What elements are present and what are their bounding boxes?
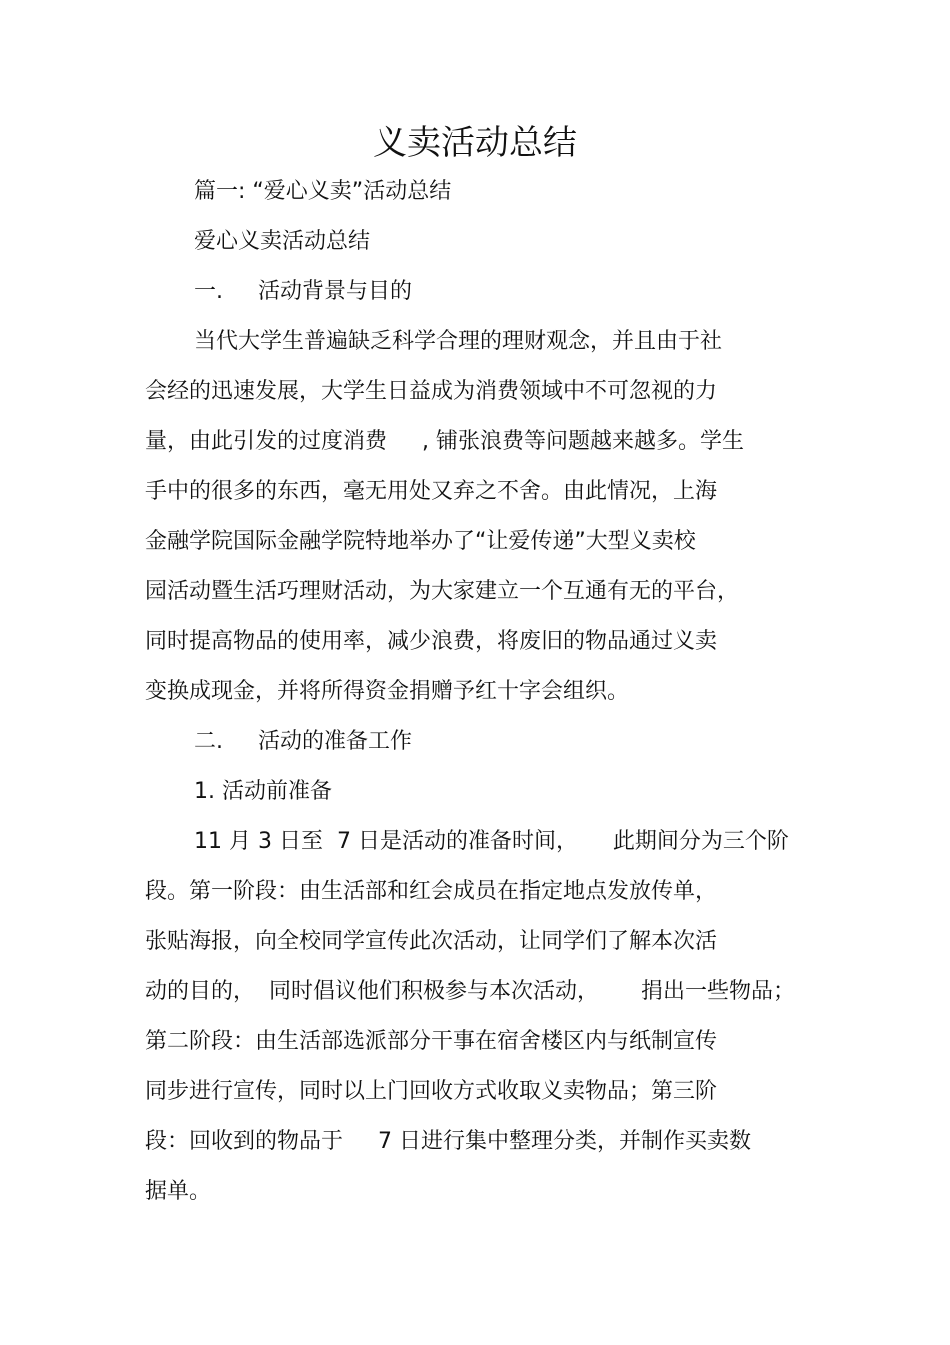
subtitle: 爱心义卖活动总结: [194, 229, 371, 254]
paragraph-line: 动的目的， 同时倡议他们积极参与本次活动， 捐出一些物品；: [145, 979, 795, 1004]
paragraph-line: 11 月 3 日至 7 日是活动的准备时间， 此期间分为三个阶: [194, 829, 789, 854]
document-title: 义卖活动总结: [373, 123, 577, 163]
paragraph-line: 变换成现金，并将所得资金捐赠予红十字会组织。: [145, 679, 630, 704]
paragraph-line: 园活动暨生活巧理财活动，为大家建立一个互通有无的平台，: [145, 579, 740, 604]
paragraph-line: 段：回收到的物品于 7 日进行集中整理分类，并制作买卖数: [145, 1129, 751, 1154]
paragraph-line: 同步进行宣传，同时以上门回收方式收取义卖物品；第三阶: [145, 1079, 718, 1104]
section-heading-part-one: 篇一: “爱心义卖”活动总结: [194, 179, 452, 204]
paragraph-line: 金融学院国际金融学院特地举办了“让爱传递”大型义卖校: [145, 529, 696, 554]
paragraph-line: 当代大学生普遍缺乏科学合理的理财观念，并且由于社: [194, 329, 723, 354]
paragraph-line: 会经的迅速发展，大学生日益成为消费领域中不可忽视的力: [145, 379, 718, 404]
section-heading-background: 一. 活动背景与目的: [194, 279, 412, 304]
paragraph-line: 张贴海报，向全校同学宣传此次活动，让同学们了解本次活: [145, 929, 718, 954]
paragraph-line: 段。第一阶段：由生活部和红会成员在指定地点发放传单，: [145, 879, 718, 904]
paragraph-line: 据单。: [145, 1179, 212, 1204]
paragraph-line: 同时提高物品的使用率，减少浪费，将废旧的物品通过义卖: [145, 629, 718, 654]
paragraph-line: 手中的很多的东西，毫无用处又弃之不舍。由此情况，上海: [145, 479, 718, 504]
subsection-heading: 1. 活动前准备: [194, 779, 332, 804]
paragraph-line: 量，由此引发的过度消费 , 铺张浪费等问题越来越多。学生: [145, 429, 744, 454]
paragraph-line: 第二阶段：由生活部选派部分干事在宿舍楼区内与纸制宣传: [145, 1029, 718, 1054]
section-heading-preparation: 二. 活动的准备工作: [194, 729, 412, 754]
